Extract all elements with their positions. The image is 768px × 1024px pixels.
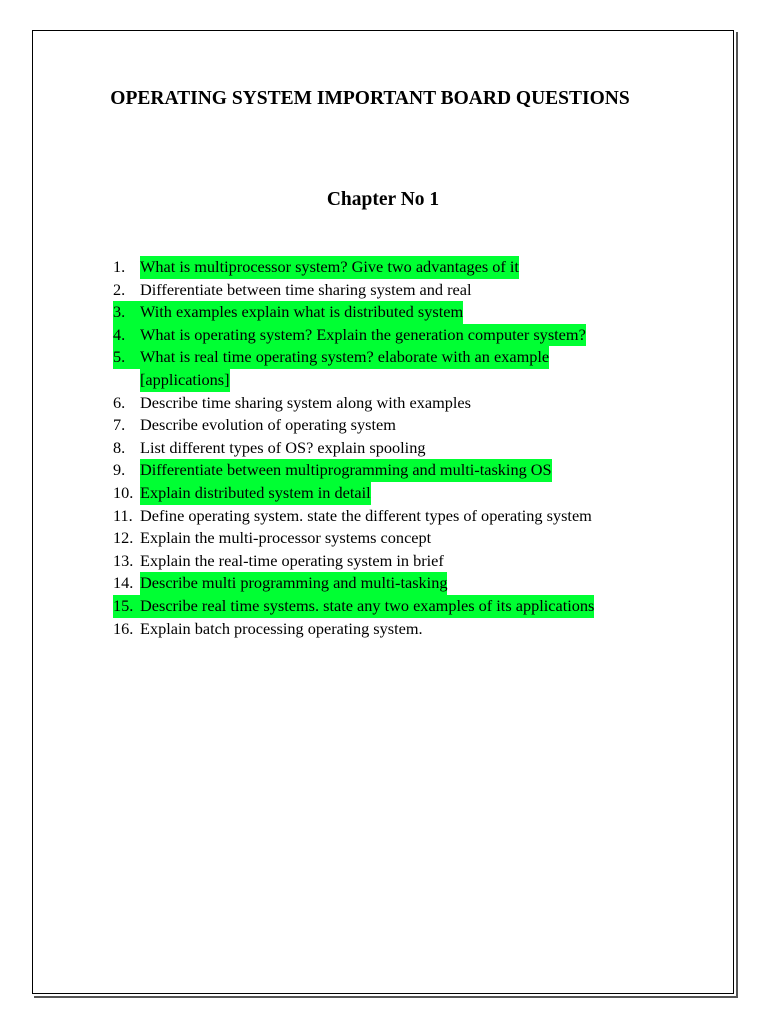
question-text: Describe multi programming and multi-tasking [140, 572, 447, 595]
list-item [113, 301, 594, 324]
question-text: What is real time operating system? elaborate with an example [140, 346, 549, 369]
list-item [113, 505, 594, 528]
list-item [113, 618, 594, 641]
question-number: 12. [113, 528, 134, 548]
question-number: 16. [113, 618, 134, 638]
question-number: 15. [113, 595, 140, 618]
question-number: 14. [113, 573, 134, 593]
list-item [113, 572, 594, 595]
list-item [113, 279, 594, 302]
question-number: 8. [113, 437, 126, 457]
page-shadow [34, 996, 738, 998]
question-text: Describe real time systems. state any two examples of its applications [140, 595, 594, 618]
list-item [113, 437, 594, 460]
question-number: 1. [113, 257, 126, 276]
question-text: Explain the real-time operating system in brief [140, 550, 444, 570]
question-number: 10. [113, 482, 134, 502]
document-title: OPERATING SYSTEM IMPORTANT BOARD QUESTIONS [110, 88, 630, 109]
question-text: Describe time sharing system along with examples [140, 392, 471, 412]
list-item [113, 482, 594, 505]
list-item [113, 256, 594, 279]
question-text: Explain distributed system in detail [140, 482, 371, 505]
question-text: Describe evolution of operating system [140, 415, 396, 435]
page-shadow [736, 32, 738, 996]
question-number: 5. [113, 346, 140, 369]
question-number: 4. [113, 324, 140, 347]
list-item [113, 346, 594, 369]
question-text: List different types of OS? explain spooling [140, 437, 426, 457]
list-item [113, 527, 594, 550]
question-text: Explain the multi-processor systems concept [140, 528, 432, 548]
list-item [113, 392, 594, 415]
question-text: With examples explain what is distributed system [140, 301, 463, 324]
list-item-continuation [113, 369, 594, 392]
question-text: Differentiate between multiprogramming and multi-tasking OS [140, 459, 552, 482]
question-text: Explain batch processing operating system. [140, 618, 423, 638]
question-text: What is multiprocessor system? Give two advantages of it [140, 256, 519, 279]
list-item [113, 550, 594, 573]
question-number: 6. [113, 392, 126, 412]
question-number: 9. [113, 460, 126, 480]
question-number: 11. [113, 505, 133, 525]
list-item [113, 324, 594, 347]
question-number: 2. [113, 279, 126, 299]
question-number: 3. [113, 301, 140, 324]
question-list [113, 256, 594, 640]
question-text: Differentiate between time sharing system and real [140, 279, 472, 299]
chapter-heading: Chapter No 1 [326, 189, 440, 210]
list-item [113, 459, 594, 482]
question-text: What is operating system? Explain the generation computer system? [140, 324, 586, 347]
question-number-spacer [113, 369, 140, 392]
question-text: Define operating system. state the different types of operating system [140, 505, 592, 525]
list-item [113, 414, 594, 437]
question-number: 7. [113, 415, 126, 435]
question-text-continuation: [applications] [140, 369, 230, 392]
list-item [113, 595, 594, 618]
question-number: 13. [113, 550, 134, 570]
